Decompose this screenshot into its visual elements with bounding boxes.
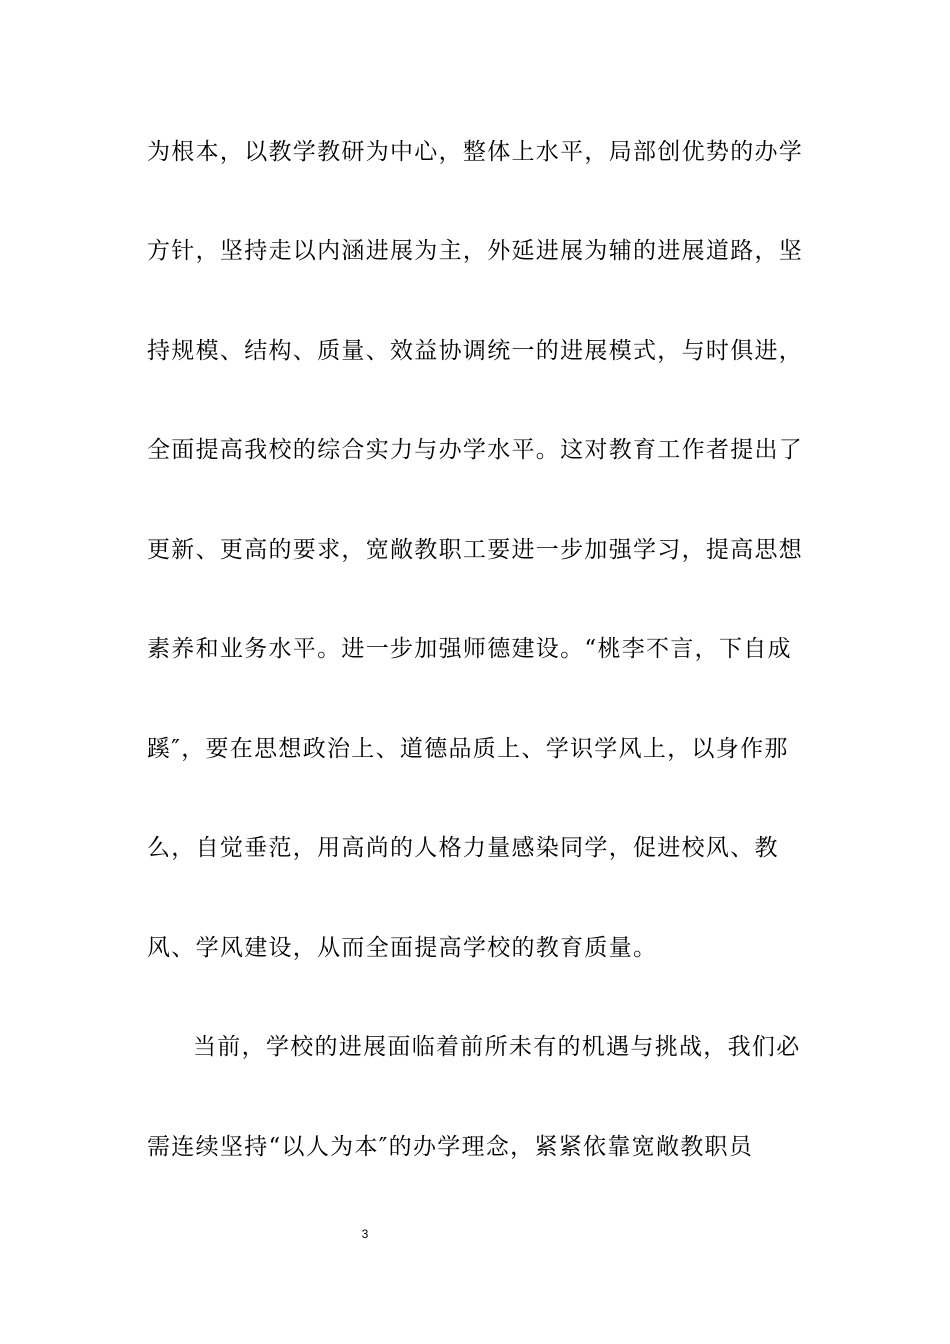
text-line-9: 风、学风建设，从而全面提高学校的教育质量。 bbox=[147, 935, 658, 961]
page-number: 3 bbox=[361, 1227, 369, 1241]
text-line-11: 需连续坚持“以人为本″的办学理念，紧紧依靠宽敞教职员 bbox=[147, 1134, 754, 1160]
text-line-6: 素养和业务水平。进一步加强师德建设。“桃李不言，下自成 bbox=[147, 636, 792, 662]
text-line-1: 为根本，以教学教研为中心，整体上水平，局部创优势的办学 bbox=[147, 139, 804, 165]
text-line-4: 全面提高我校的综合实力与办学水平。这对教育工作者提出了 bbox=[147, 437, 804, 463]
text-line-2: 方针，坚持走以内涵进展为主，外延进展为辅的进展道路，坚 bbox=[147, 238, 804, 264]
text-line-3: 持规模、结构、质量、效益协调统一的进展模式，与时俱进， bbox=[147, 338, 804, 364]
text-line-8: 么，自觉垂范，用高尚的人格力量感染同学，促进校风、教 bbox=[147, 835, 779, 861]
text-line-7: 蹊″，要在思想政治上、道德品质上、学识学风上，以身作那 bbox=[147, 736, 789, 762]
text-line-10: 当前，学校的进展面临着前所未有的机遇与挑战，我们必 bbox=[193, 1034, 801, 1060]
text-line-5: 更新、更高的要求，宽敞教职工要进一步加强学习，提高思想 bbox=[147, 537, 804, 563]
